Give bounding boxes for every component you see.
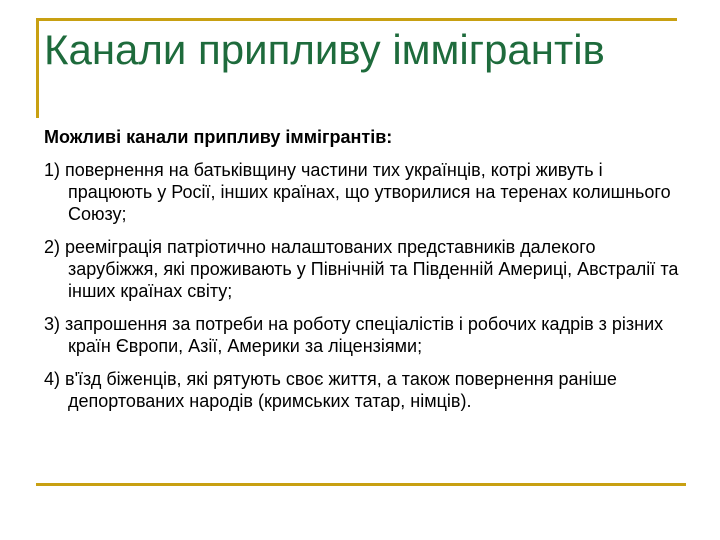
intro-text: Можливі канали припливу іммігрантів: [44,127,393,147]
slide-title: Канали припливу іммігрантів [44,26,605,73]
list-item-1: 1) повернення на батьківщину частини тих українців, котрі живуть і працюють у Росії, інших країнах, що утворилися на теренах колишнього Союзу; [44,160,671,224]
left-divider [36,18,39,118]
slide-body [44,126,684,423]
list-item-2: 2) реемігpація патріотично налаштованих представників далекого зарубіжжя, які проживають у Північній та Південній Америці, Австралії та інших країнах світу; [44,237,679,301]
top-divider [36,18,677,21]
list-item-3: 3) запрошення за потреби на роботу спеціалістів і робочих кадрів з різних країн Європи, Азії, Америки за ліцензіями; [44,314,664,356]
bottom-divider [36,483,686,486]
list-item-4: 4) в'їзд біженців, які рятують своє життя, а також повернення раніше депортованих народів (кримських татар, німців). [44,369,617,411]
